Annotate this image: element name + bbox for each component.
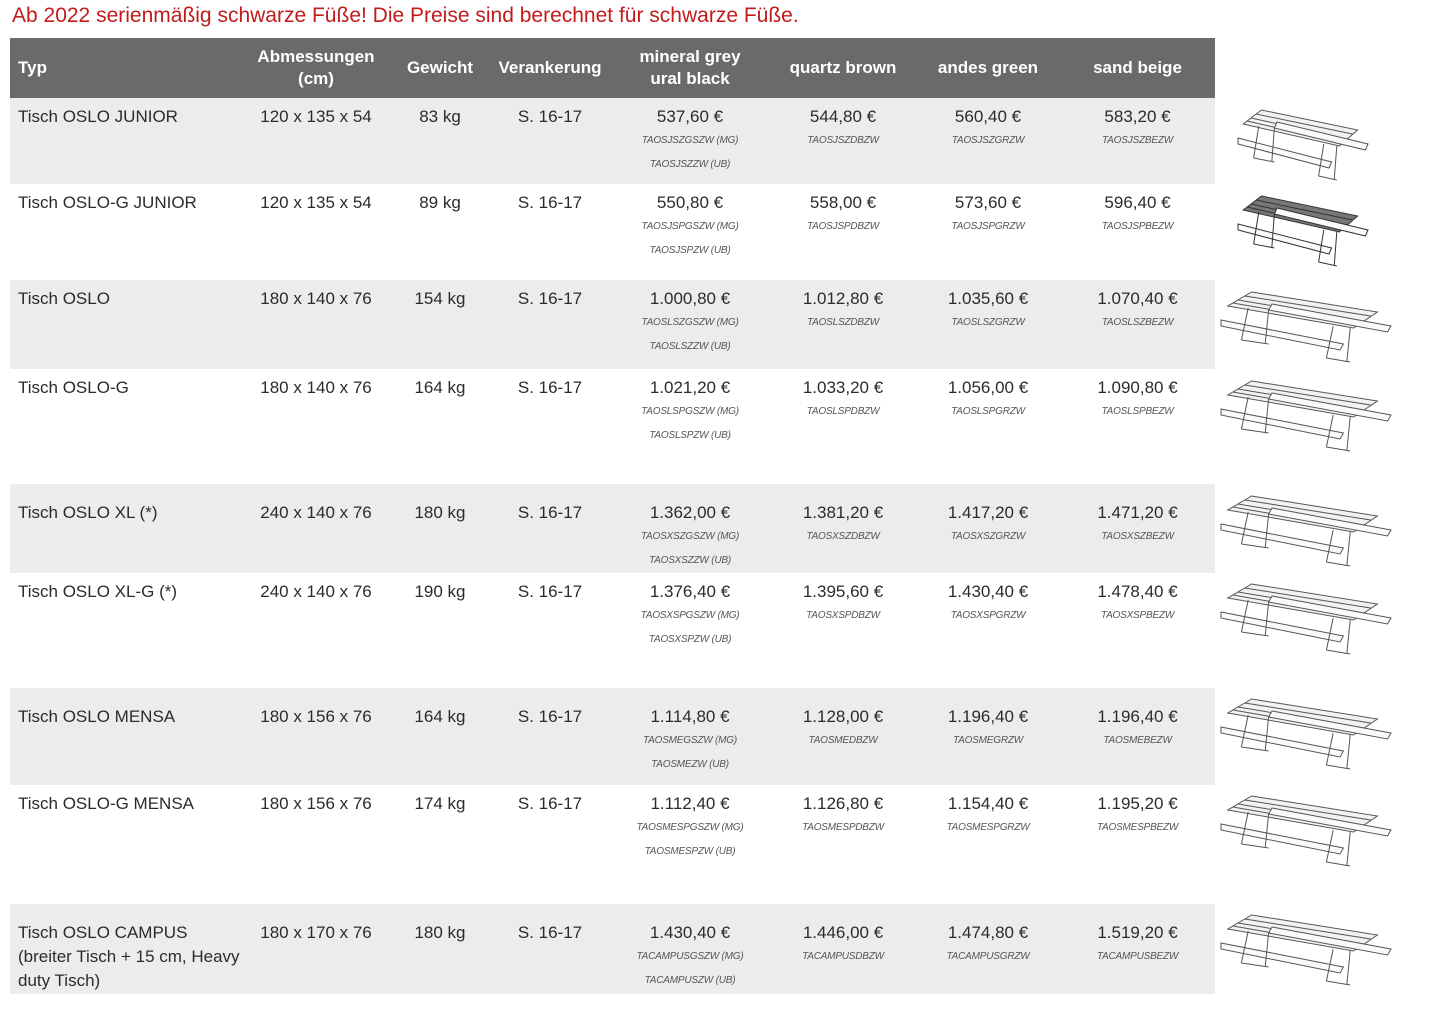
cell-mineral-grey	[610, 369, 770, 484]
sku: TAOSLSZBEZW	[1101, 317, 1174, 328]
price: 1.000,80 €	[649, 289, 731, 308]
cell-typ: Tisch OSLO CAMPUS (breiter Tisch + 15 cm, Heavy duty Tisch)	[10, 904, 242, 994]
sku: TAOSLSZDBZW	[806, 317, 880, 328]
sku: TAOSJSZDBZW	[807, 135, 879, 146]
price: 1.070,40 €	[1097, 289, 1178, 308]
cell-andes-green	[916, 573, 1060, 688]
cell-verankerung: S. 16-17	[490, 785, 610, 904]
sku: TAOSXSPBEZW	[1100, 610, 1175, 621]
sku: TAOSJSPZW (UB)	[649, 245, 731, 256]
sku: TACAMPUSZW (UB)	[644, 975, 736, 986]
cell-abmessungen: 120 x 135 x 54	[242, 184, 390, 280]
sku: TAOSLSPBEZW	[1101, 406, 1174, 417]
price-table	[10, 38, 1215, 994]
table-row	[10, 98, 1215, 184]
sku: TAOSJSPGSZW (MG)	[641, 221, 739, 232]
cell-abmessungen: 180 x 140 x 76	[242, 369, 390, 484]
sku: TAOSJSPBEZW	[1101, 221, 1174, 232]
cell-verankerung: S. 16-17	[490, 184, 610, 280]
header-mg-line1: mineral grey	[639, 47, 741, 66]
table-row	[10, 184, 1215, 280]
cell-sand-beige	[1060, 785, 1215, 904]
sku: TAOSMEGSZW (MG)	[642, 735, 738, 746]
cell-verankerung: S. 16-17	[490, 688, 610, 785]
table-row	[10, 904, 1215, 994]
header-sand-beige: sand beige	[1060, 38, 1215, 98]
cell-abmessungen: 240 x 140 x 76	[242, 484, 390, 573]
price: 1.362,00 €	[649, 503, 731, 522]
picnic-table-icon	[1216, 184, 1406, 280]
price: 1.033,20 €	[802, 378, 884, 397]
price: 1.430,40 €	[649, 923, 731, 942]
picnic-table-icon	[1216, 903, 1406, 993]
cell-quartz-brown	[770, 98, 916, 184]
price: 573,60 €	[954, 193, 1022, 212]
sku: TAOSJSZBEZW	[1102, 135, 1173, 146]
product-thumbnails	[1216, 98, 1406, 993]
cell-andes-green	[916, 184, 1060, 280]
sku: TAOSXSZDBZW	[806, 531, 880, 542]
price: 550,80 €	[656, 193, 724, 212]
sku: TAOSLSPGRZW	[951, 406, 1025, 417]
sku: TACAMPUSBEZW	[1096, 951, 1179, 962]
cell-typ: Tisch OSLO-G	[10, 369, 242, 484]
cell-verankerung: S. 16-17	[490, 98, 610, 184]
cell-mineral-grey	[610, 688, 770, 785]
header-andes-green: andes green	[916, 38, 1060, 98]
table-row	[10, 688, 1215, 785]
cell-typ: Tisch OSLO XL (*)	[10, 484, 242, 573]
picnic-table-icon	[1216, 484, 1406, 572]
price: 1.446,00 €	[802, 923, 884, 942]
header-abmessungen-line1: Abmessungen	[257, 47, 375, 66]
sku: TAOSMEZW (UB)	[651, 759, 729, 770]
cell-andes-green	[916, 98, 1060, 184]
price: 1.196,40 €	[1097, 707, 1178, 726]
cell-sand-beige	[1060, 184, 1215, 280]
sku: TAOSLSZGSZW (MG)	[641, 317, 739, 328]
cell-quartz-brown	[770, 369, 916, 484]
price: 1.376,40 €	[649, 582, 731, 601]
sku: TAOSJSZGSZW (MG)	[641, 135, 739, 146]
header-verankerung: Verankerung	[490, 38, 610, 98]
price: 544,80 €	[809, 107, 877, 126]
sku: TAOSJSZZW (UB)	[649, 159, 731, 170]
sku: TAOSMESPDBZW	[802, 822, 884, 833]
price: 1.021,20 €	[649, 378, 731, 397]
cell-andes-green	[916, 369, 1060, 484]
cell-andes-green	[916, 785, 1060, 904]
cell-verankerung: S. 16-17	[490, 369, 610, 484]
price: 1.126,80 €	[802, 794, 884, 813]
price: 1.430,40 €	[947, 582, 1029, 601]
sku: TAOSLSPDBZW	[806, 406, 880, 417]
cell-abmessungen: 120 x 135 x 54	[242, 98, 390, 184]
sku: TAOSXSZGSZW (MG)	[640, 531, 740, 542]
table-row	[10, 280, 1215, 369]
cell-sand-beige	[1060, 280, 1215, 369]
cell-typ: Tisch OSLO-G MENSA	[10, 785, 242, 904]
sku: TAOSXSZGRZW	[950, 531, 1026, 542]
cell-andes-green	[916, 688, 1060, 785]
sku: TAOSLSPZW (UB)	[649, 430, 731, 441]
cell-quartz-brown	[770, 904, 916, 994]
sku: TAOSMESPGSZW (MG)	[636, 822, 744, 833]
sku: TAOSLSZGRZW	[951, 317, 1025, 328]
sku: TAOSMEGRZW	[952, 735, 1024, 746]
price: 1.474,80 €	[947, 923, 1029, 942]
header-abmessungen-line2: (cm)	[298, 69, 334, 88]
sku: TAOSMEBEZW	[1103, 735, 1172, 746]
cell-sand-beige	[1060, 688, 1215, 785]
table-row	[10, 369, 1215, 484]
header-typ: Typ	[10, 38, 242, 98]
sku: TAOSXSPGSZW (MG)	[640, 610, 740, 621]
cell-mineral-grey	[610, 98, 770, 184]
sku: TAOSXSPDBZW	[806, 610, 880, 621]
price: 1.196,40 €	[947, 707, 1029, 726]
cell-quartz-brown	[770, 688, 916, 785]
price: 1.478,40 €	[1097, 582, 1178, 601]
cell-quartz-brown	[770, 785, 916, 904]
cell-gewicht: 154 kg	[390, 280, 490, 369]
sku: TAOSJSZGRZW	[951, 135, 1025, 146]
table-row	[10, 573, 1215, 688]
cell-sand-beige	[1060, 369, 1215, 484]
header-quartz-brown: quartz brown	[770, 38, 916, 98]
cell-gewicht: 174 kg	[390, 785, 490, 904]
cell-typ: Tisch OSLO JUNIOR	[10, 98, 242, 184]
picnic-table-icon	[1216, 280, 1406, 369]
cell-sand-beige	[1060, 904, 1215, 994]
header-gewicht: Gewicht	[390, 38, 490, 98]
cell-abmessungen: 180 x 156 x 76	[242, 785, 390, 904]
picnic-table-icon	[1216, 98, 1406, 184]
cell-gewicht: 164 kg	[390, 369, 490, 484]
price: 537,60 €	[656, 107, 724, 126]
sku: TACAMPUSGRZW	[946, 951, 1030, 962]
price: 1.519,20 €	[1097, 923, 1178, 942]
cell-mineral-grey	[610, 785, 770, 904]
cell-gewicht: 83 kg	[390, 98, 490, 184]
price: 560,40 €	[954, 107, 1022, 126]
cell-verankerung: S. 16-17	[490, 484, 610, 573]
price: 1.381,20 €	[802, 503, 884, 522]
price: 1.090,80 €	[1097, 378, 1178, 397]
cell-mineral-grey	[610, 184, 770, 280]
sku: TACAMPUSGSZW (MG)	[636, 951, 744, 962]
cell-quartz-brown	[770, 280, 916, 369]
cell-gewicht: 180 kg	[390, 484, 490, 573]
cell-quartz-brown	[770, 184, 916, 280]
cell-typ: Tisch OSLO XL-G (*)	[10, 573, 242, 688]
price: 583,20 €	[1104, 107, 1171, 126]
sku: TAOSMEDBZW	[808, 735, 878, 746]
header-abmessungen	[242, 38, 390, 98]
sku: TAOSMESPBEZW	[1096, 822, 1179, 833]
cell-mineral-grey	[610, 573, 770, 688]
sku: TAOSLSPGSZW (MG)	[641, 406, 739, 417]
cell-sand-beige	[1060, 98, 1215, 184]
price: 1.114,80 €	[650, 707, 730, 726]
cell-abmessungen: 180 x 170 x 76	[242, 904, 390, 994]
cell-abmessungen: 240 x 140 x 76	[242, 573, 390, 688]
cell-mineral-grey	[610, 904, 770, 994]
cell-verankerung: S. 16-17	[490, 280, 610, 369]
price: 596,40 €	[1104, 193, 1171, 212]
header-row	[10, 38, 1215, 98]
cell-andes-green	[916, 484, 1060, 573]
price: 1.471,20 €	[1097, 503, 1178, 522]
cell-typ: Tisch OSLO MENSA	[10, 688, 242, 785]
sku: TACAMPUSDBZW	[802, 951, 884, 962]
cell-andes-green	[916, 904, 1060, 994]
picnic-table-icon	[1216, 784, 1406, 903]
price: 1.012,80 €	[802, 289, 884, 308]
cell-gewicht: 180 kg	[390, 904, 490, 994]
cell-mineral-grey	[610, 484, 770, 573]
sku: TAOSLSZZW (UB)	[649, 341, 731, 352]
cell-verankerung: S. 16-17	[490, 904, 610, 994]
sku: TAOSJSPGRZW	[951, 221, 1025, 232]
price: 558,00 €	[809, 193, 877, 212]
cell-typ: Tisch OSLO-G JUNIOR	[10, 184, 242, 280]
price: 1.035,60 €	[947, 289, 1029, 308]
price: 1.056,00 €	[947, 378, 1029, 397]
cell-mineral-grey	[610, 280, 770, 369]
picnic-table-icon	[1216, 369, 1406, 484]
cell-quartz-brown	[770, 484, 916, 573]
price: 1.128,00 €	[802, 707, 884, 726]
sku: TAOSMESPZW (UB)	[644, 846, 736, 857]
sku: TAOSXSZZW (UB)	[648, 555, 731, 566]
cell-typ: Tisch OSLO	[10, 280, 242, 369]
cell-verankerung: S. 16-17	[490, 573, 610, 688]
sku: TAOSJSPDBZW	[806, 221, 880, 232]
picnic-table-icon	[1216, 687, 1406, 784]
sku: TAOSXSPZW (UB)	[648, 634, 732, 645]
cell-abmessungen: 180 x 140 x 76	[242, 280, 390, 369]
price-notice: Ab 2022 serienmäßig schwarze Füße! Die Preise sind berechnet für schwarze Füße.	[12, 4, 799, 27]
price: 1.195,20 €	[1097, 794, 1178, 813]
price: 1.112,40 €	[650, 794, 730, 813]
cell-quartz-brown	[770, 573, 916, 688]
price: 1.154,40 €	[947, 794, 1029, 813]
cell-andes-green	[916, 280, 1060, 369]
sku: TAOSXSZBEZW	[1101, 531, 1174, 542]
price: 1.395,60 €	[802, 582, 884, 601]
cell-abmessungen: 180 x 156 x 76	[242, 688, 390, 785]
header-mg-line2: ural black	[650, 69, 730, 88]
picnic-table-icon	[1216, 572, 1406, 687]
cell-gewicht: 164 kg	[390, 688, 490, 785]
sku: TAOSXSPGRZW	[950, 610, 1026, 621]
sku: TAOSMESPGRZW	[946, 822, 1030, 833]
cell-gewicht: 190 kg	[390, 573, 490, 688]
cell-sand-beige	[1060, 573, 1215, 688]
price: 1.417,20 €	[947, 503, 1029, 522]
table-row	[10, 785, 1215, 904]
cell-gewicht: 89 kg	[390, 184, 490, 280]
cell-sand-beige	[1060, 484, 1215, 573]
table-row	[10, 484, 1215, 573]
header-mineral-grey	[610, 38, 770, 98]
